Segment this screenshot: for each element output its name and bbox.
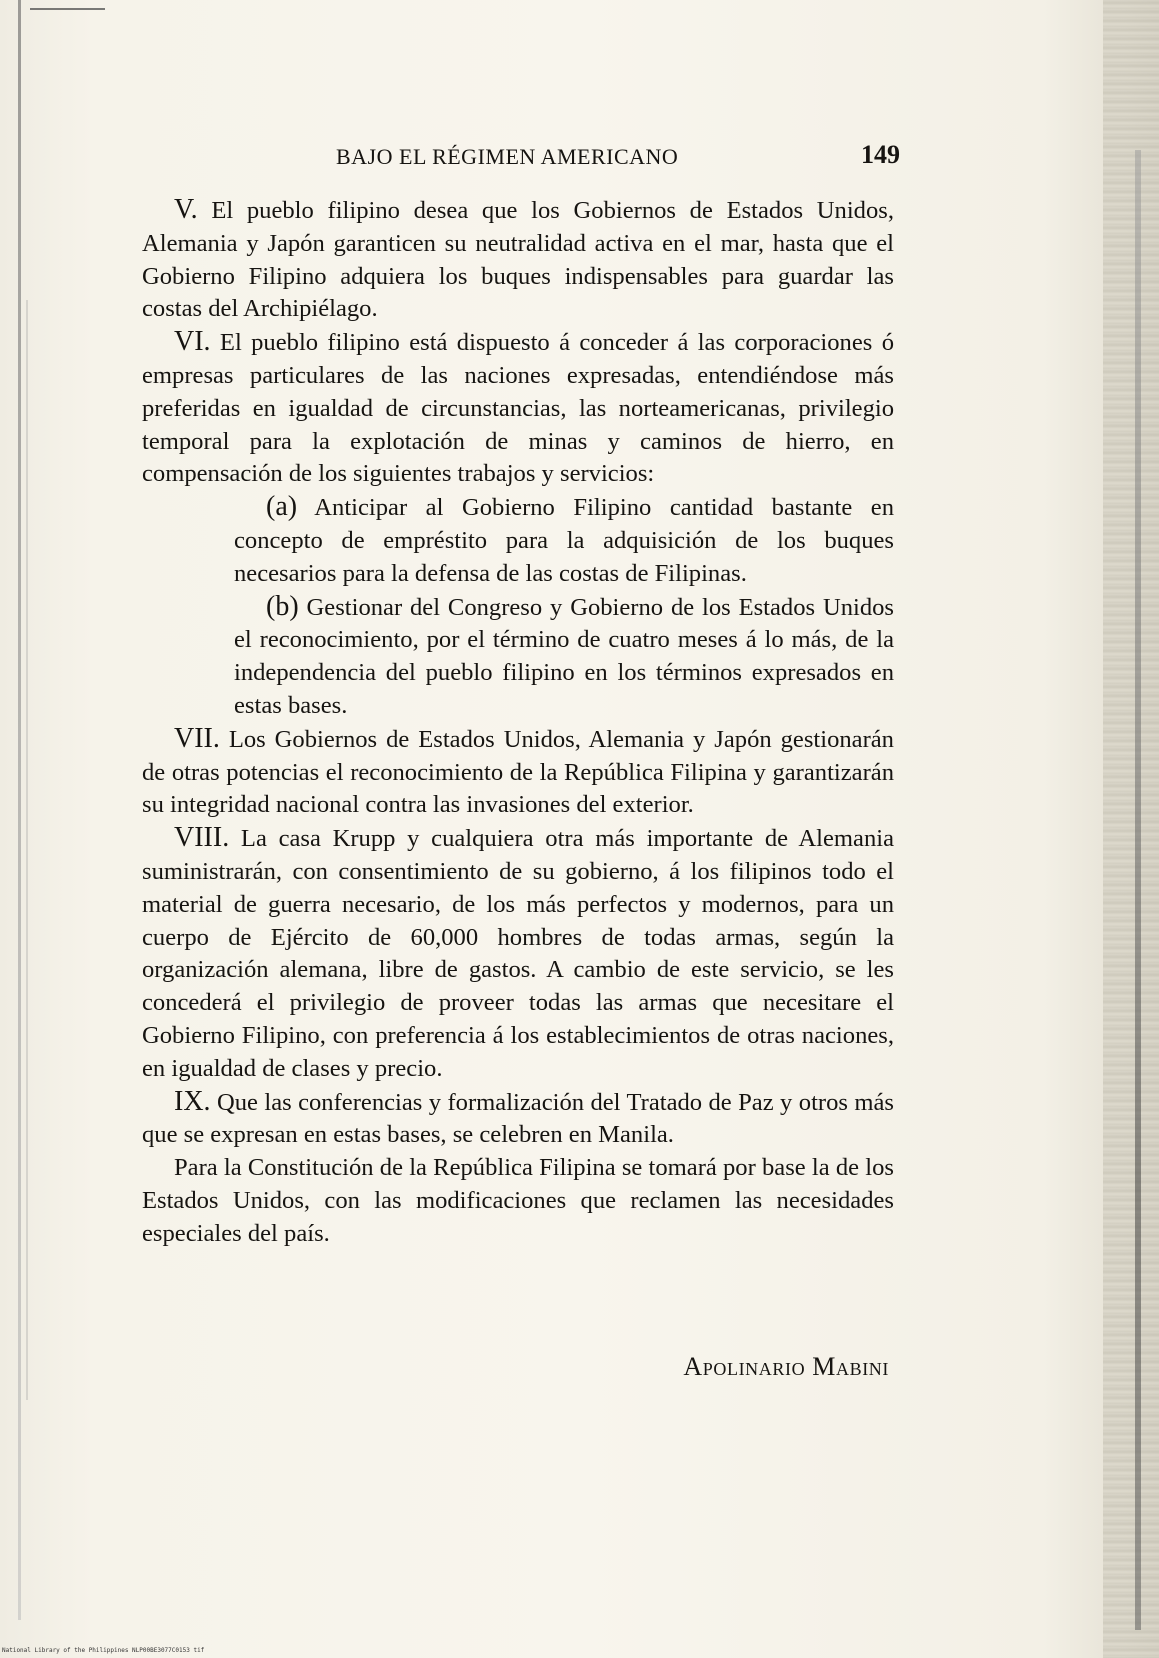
subparagraph-a — [234, 491, 894, 590]
paragraph-text: Para la Constitución de la República Filipina se tomará por base la de los Estados Unidos, con las modificaciones que reclamen las necesidades especiales del país. — [142, 1154, 894, 1247]
paragraph-numeral: VI. — [174, 326, 211, 358]
paragraph-numeral: IX. — [174, 1085, 211, 1117]
paragraph-ix — [142, 1086, 894, 1153]
running-title: BAJO EL RÉGIMEN AMERICANO — [336, 144, 679, 169]
page-edge-right-shadow — [1135, 150, 1141, 1630]
body-text — [142, 194, 894, 1251]
paragraph-vi — [142, 326, 894, 491]
paragraph-v — [142, 194, 894, 326]
page-edge-left — [18, 0, 21, 1620]
paragraph-numeral: (a) — [266, 491, 298, 523]
paragraph-numeral: VII. — [174, 722, 220, 754]
paragraph-text: Los Gobiernos de Estados Unidos, Alemania y Japón gestionarán de otras potencias el reconocimiento de la República Filipina y garantizarán su integridad nacional contra las invasiones del exterior. — [142, 725, 894, 819]
paragraph-numeral: (b) — [266, 590, 299, 622]
page-number: 149 — [861, 140, 900, 169]
paragraph-viii — [142, 822, 894, 1085]
paragraph-constitution — [142, 1152, 894, 1250]
page-edge-right — [1103, 0, 1159, 1658]
paragraph-text: Anticipar al Gobierno Filipino cantidad bastante en concepto de empréstito para la adquisición de los buques necesarios para la defensa de las costas de Filipinas. — [234, 494, 894, 587]
scan-mark — [30, 8, 105, 10]
paragraph-text: El pueblo filipino desea que los Gobiernos de Estados Unidos, Alemania y Japón garanticen su neutralidad activa en el mar, hasta que el Gobierno Filipino adquiera los buques indispensables para guardar las costas del Archipiélago. — [142, 197, 894, 323]
page-edge-left-shadow — [26, 300, 28, 1400]
paragraph-numeral: V. — [174, 194, 198, 225]
subparagraph-b — [234, 591, 894, 723]
paragraph-text: Que las conferencias y formalización del Tratado de Paz y otros más que se expresan en estas bases, se celebren en Manila. — [142, 1088, 894, 1149]
running-head — [140, 140, 900, 176]
signature: Apolinario Mabini — [683, 1352, 889, 1381]
scan-footer: National Library of the Philippines NLP00BE3077C0153 tif — [2, 1647, 205, 1654]
paragraph-text: Gestionar del Congreso y Gobierno de los Estados Unidos el reconocimiento, por el término de cuatro meses á lo más, de la independencia del pueblo filipino en los términos expresados en estas bases. — [234, 593, 894, 719]
paragraph-text: El pueblo filipino está dispuesto á conceder á las corporaciones ó empresas particulares de las naciones expresadas, entendiéndose más preferidas en igualdad de circunstancias, las norteamericanas, privilegio temporal para la explotación de minas y caminos de hierro, en compensación de los siguientes trabajos y servicios: — [142, 329, 894, 488]
paragraph-text: La casa Krupp y cualquiera otra más importante de Alemania suministrarán, con consentimiento de su gobierno, á los filipinos todo el material de guerra necesario, de los más perfectos y modernos, para un cuerpo de Ejército de 60,000 hombres de todas armas, según la organización alemana, libre de gastos. A cambio de este servicio, se les concederá el privilegio de proveer todas las armas que necesitare el Gobierno Filipino, con preferencia á los establecimientos de otras naciones, en igualdad de clases y precio. — [142, 825, 894, 1082]
paragraph-numeral: VIII. — [174, 822, 230, 854]
paragraph-vii — [142, 723, 894, 822]
